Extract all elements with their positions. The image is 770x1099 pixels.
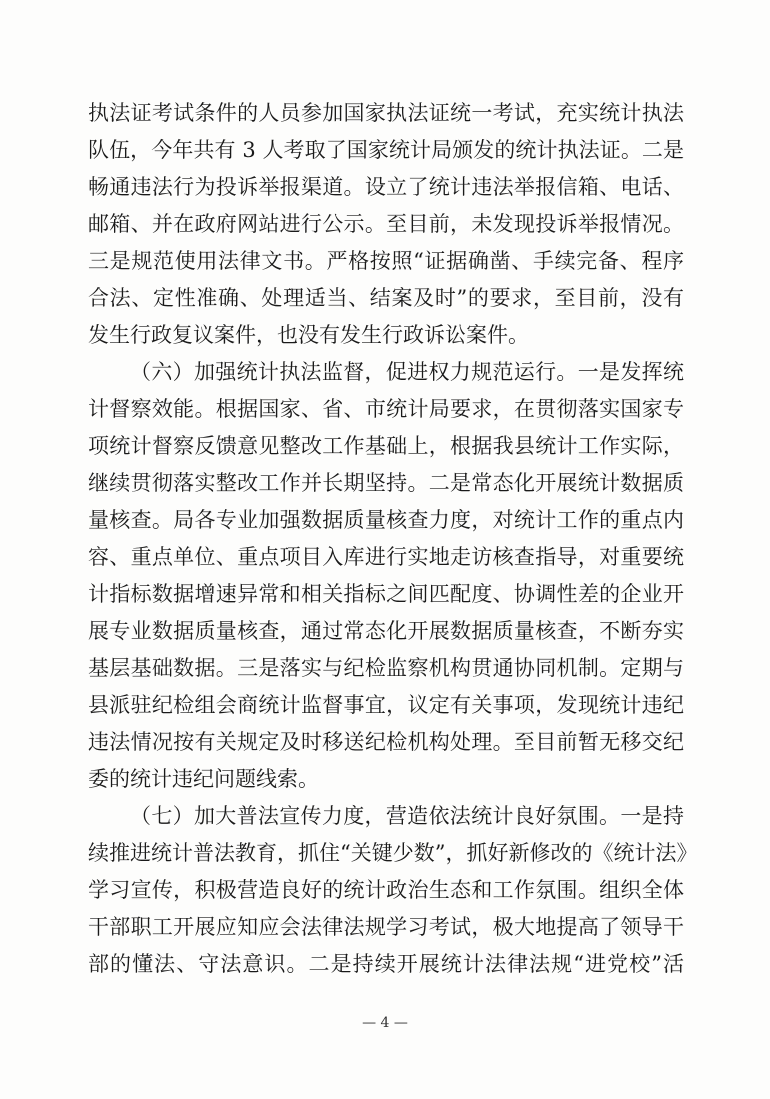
text-line: 三是规范使用法律文书。严格按照“证据确凿、手续完备、程序 [88, 249, 684, 273]
text-line: 项统计督察反馈意见整改工作基础上，根据我县统计工作实际， [88, 434, 684, 458]
section-heading-line: （七）加大普法宣传力度，营造依法统计良好氛围。一是持 [130, 804, 684, 828]
text-line: 畅通违法行为投诉举报渠道。设立了统计违法举报信箱、电话、 [88, 175, 684, 199]
text-line: 执法证考试条件的人员参加国家执法证统一考试，充实统计执法 [88, 101, 684, 125]
text-line: 队伍，今年共有 3 人考取了国家统计局颁发的统计执法证。二是 [88, 138, 684, 162]
text-line: 合法、定性准确、处理适当、结案及时”的要求，至目前，没有 [88, 286, 684, 310]
page-number: — 4 — [362, 1015, 408, 1031]
text-line: 干部职工开展应知应会法律法规学习考试，极大地提高了领导干 [88, 915, 684, 939]
text-line: 计督察效能。根据国家、省、市统计局要求，在贯彻落实国家专 [88, 397, 684, 421]
section-heading-line: （六）加强统计执法监督，促进权力规范运行。一是发挥统 [130, 360, 684, 384]
text-line: 县派驻纪检组会商统计监督事宜，议定有关事项，发现统计违纪 [88, 693, 684, 717]
text-line: 学习宣传，积极营造良好的统计政治生态和工作氛围。组织全体 [88, 878, 684, 902]
text-line: 邮箱、并在政府网站进行公示。至目前，未发现投诉举报情况。 [88, 212, 684, 236]
text-line: 部的懂法、守法意识。二是持续开展统计法律法规“进党校”活 [88, 952, 684, 976]
text-line: 发生行政复议案件，也没有发生行政诉讼案件。 [88, 323, 529, 347]
text-line: 委的统计违纪问题线索。 [88, 767, 319, 791]
text-line: 违法情况按有关规定及时移送纪检机构处理。至目前暂无移交纪 [88, 730, 684, 754]
text-line: 基层基础数据。三是落实与纪检监察机构贯通协同机制。定期与 [88, 656, 684, 680]
text-line: 容、重点单位、重点项目入库进行实地走访核查指导，对重要统 [88, 545, 684, 569]
text-line: 展专业数据质量核查，通过常态化开展数据质量核查，不断夯实 [88, 619, 684, 643]
text-line: 量核查。局各专业加强数据质量核查力度，对统计工作的重点内 [88, 508, 684, 532]
text-line: 计指标数据增速异常和相关指标之间匹配度、协调性差的企业开 [88, 582, 684, 606]
text-line: 继续贯彻落实整改工作并长期坚持。二是常态化开展统计数据质 [88, 471, 684, 495]
text-line: 续推进统计普法教育，抓住“关键少数”，抓好新修改的《统计法》 [88, 841, 698, 865]
